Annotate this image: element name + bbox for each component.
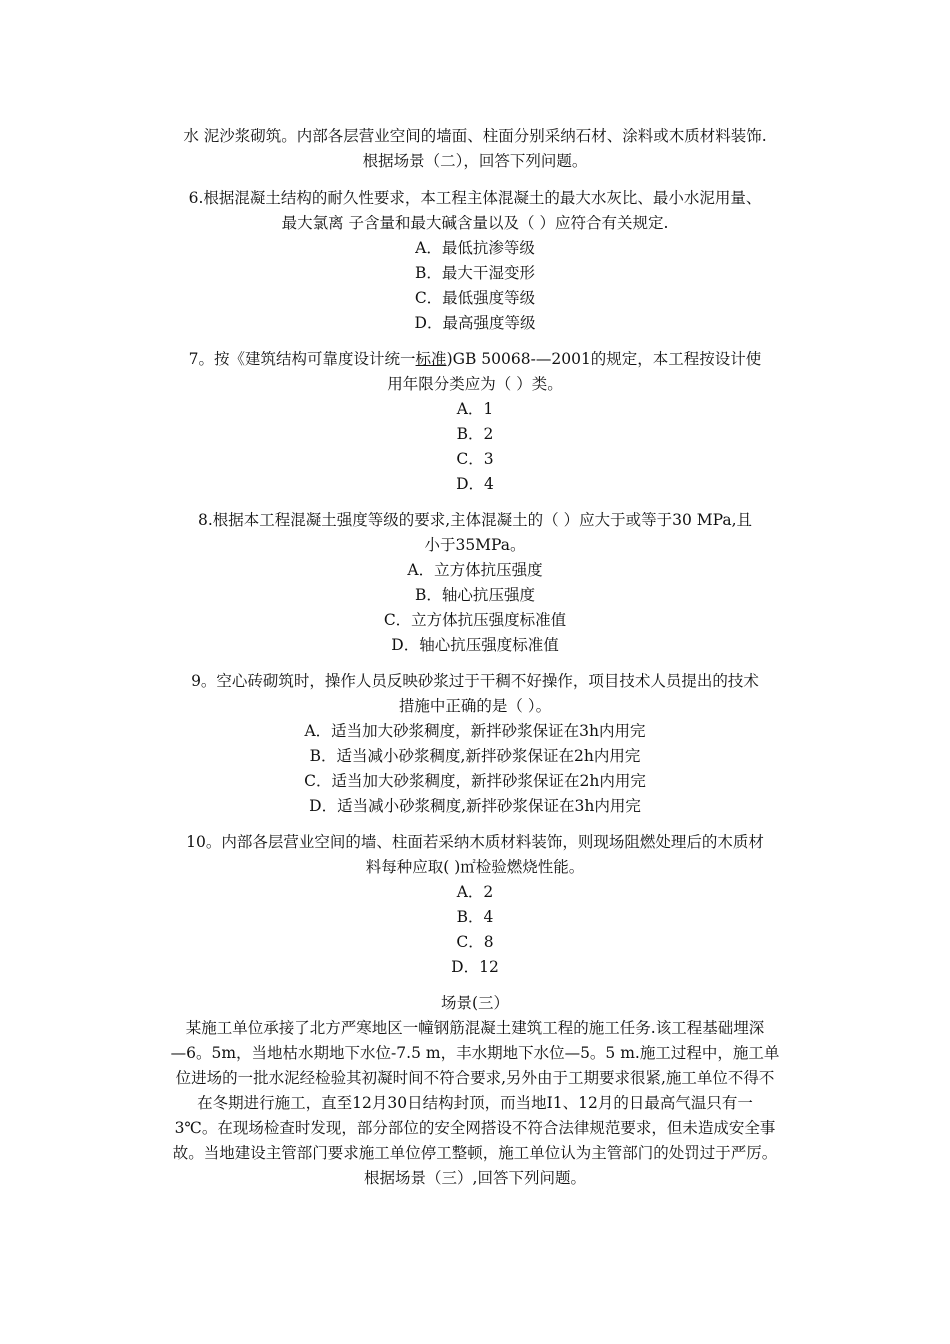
scene-3-section (140, 991, 810, 1191)
intro-paragraph (140, 124, 810, 174)
question-8-stem-line-2: 小于35MPa。 (424, 536, 526, 554)
question-7 (140, 347, 810, 497)
question-8-option-b: B．轴心抗压强度 (415, 586, 535, 604)
question-9-option-c: C．适当加大砂浆稠度，新拌砂浆保证在2h内用完 (304, 772, 646, 790)
question-9-option-b: B．适当减小砂浆稠度,新拌砂浆保证在2h内用完 (309, 747, 641, 765)
question-6-stem-line-1: 6.根据混凝土结构的耐久性要求，本工程主体混凝土的最大水灰比、最小水泥用量、 (188, 189, 762, 207)
question-10-option-c: C．8 (456, 933, 494, 951)
question-8-option-c: C．立方体抗压强度标准值 (383, 611, 567, 629)
question-10-stem-line-1: 10。内部各层营业空间的墙、柱面若采纳木质材料装饰，则现场阻燃处理后的木质材 (186, 833, 764, 851)
question-8-option-d: D．轴心抗压强度标准值 (391, 636, 559, 654)
question-7-option-d: D．4 (456, 475, 494, 493)
question-6-stem-line-2: 最大氯离 子含量和最大碱含量以及（ ）应符合有关规定. (281, 214, 669, 232)
scene-3-title: 场景(三） (440, 994, 510, 1012)
scene-3-line-6: 故。当地建设主管部门要求施工单位停工整顿，施工单位认为主管部门的处罚过于严厉。 (172, 1144, 778, 1162)
question-10-stem-line-2: 料每种应取( )㎡检验燃烧性能。 (365, 858, 585, 876)
question-7-option-c: C．3 (456, 450, 494, 468)
question-8 (140, 508, 810, 658)
question-7-option-a: A．1 (456, 400, 494, 418)
question-7-option-b: B．2 (456, 425, 494, 443)
scene-3-line-5: 3℃。在现场检查时发现，部分部位的安全网搭设不符合法律规范要求，但未造成安全事 (174, 1119, 776, 1137)
intro-line-1: 水 泥沙浆砌筑。内部各层营业空间的墙面、柱面分别采纳石材、涂料或木质材料装饰. (183, 127, 767, 145)
question-9-option-d: D．适当减小砂浆稠度,新拌砂浆保证在3h内用完 (309, 797, 641, 815)
question-10-option-d: D．12 (451, 958, 499, 976)
question-6 (140, 186, 810, 336)
scene-3-line-7: 根据场景（三）,回答下列问题。 (364, 1169, 586, 1187)
scene-3-line-3: 位进场的一批水泥经检验其初凝时间不符合要求,另外由于工期要求很紧,施工单位不得不 (175, 1069, 775, 1087)
question-9 (140, 669, 810, 819)
question-6-option-b: B．最大干湿变形 (415, 264, 535, 282)
question-8-stem-line-1: 8.根据本工程混凝土强度等级的要求,主体混凝土的（ ）应大于或等于30 MPa,且 (197, 511, 753, 529)
question-10 (140, 830, 810, 980)
scene-3-line-1: 某施工单位承接了北方严寒地区一幢钢筋混凝土建筑工程的施工任务.该工程基础埋深 (185, 1019, 765, 1037)
question-6-option-c: C．最低强度等级 (414, 289, 536, 307)
scene-3-line-2: —6。5m，当地枯水期地下水位-7.5 m，丰水期地下水位—5。5 m.施工过程中，施工单 (170, 1044, 780, 1062)
question-10-option-b: B．4 (456, 908, 494, 926)
question-8-option-a: A．立方体抗压强度 (407, 561, 543, 579)
question-7-stem-line-2: 用年限分类应为（ ）类。 (387, 375, 563, 393)
question-7-stem-suffix: )GB 50068-—2001的规定，本工程按设计使 (446, 350, 762, 368)
question-6-option-d: D．最高强度等级 (414, 314, 536, 332)
question-6-option-a: A．最低抗渗等级 (415, 239, 535, 257)
intro-line-2: 根据场景（二），回答下列问题。 (362, 152, 588, 170)
question-9-stem-line-2: 措施中正确的是（ ）。 (398, 697, 552, 715)
question-7-stem-line-1 (140, 347, 810, 372)
question-7-underlined-term: 标准 (415, 350, 447, 368)
question-7-stem-prefix: 7。按《建筑结构可靠度设计统一 (188, 350, 416, 368)
scene-3-line-4: 在冬期进行施工，直至12月30日结构封顶，而当地I1、12月的日最高气温只有一 (197, 1094, 753, 1112)
question-10-option-a: A．2 (456, 883, 494, 901)
question-9-stem-line-1: 9。空心砖砌筑时，操作人员反映砂浆过于干稠不好操作，项目技术人员提出的技术 (191, 672, 759, 690)
question-9-option-a: A．适当加大砂浆稠度，新拌砂浆保证在3h内用完 (304, 722, 646, 740)
